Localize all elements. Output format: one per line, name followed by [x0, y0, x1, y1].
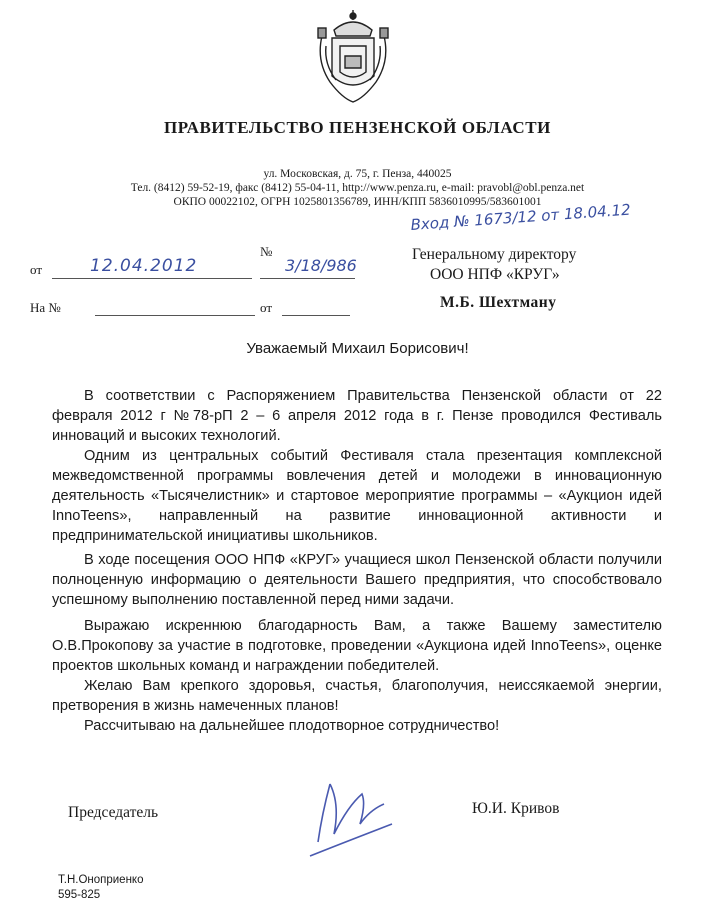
- recipient-position: Генеральному директору: [412, 246, 577, 263]
- signatory-name: Ю.И. Кривов: [472, 800, 560, 817]
- paragraph-visit: В ходе посещения ООО НПФ «КРУГ» учащиеся школ Пензенской области получили полноценную информацию о деятельности Вашего предприятия, что способствовало успешному выполнению поставленной перед ними задачи.: [52, 552, 662, 608]
- handwritten-signature: [300, 764, 400, 864]
- reference-date-line: [282, 315, 350, 316]
- executor-name: Т.Н.Оноприенко: [58, 874, 144, 886]
- date-label: от: [30, 262, 43, 277]
- paragraph-program: Одним из центральных событий Фестиваля стала презентация комплексной межведомственной программы вовлечения детей и молодежи в инновационную деятельность «Тысячелистник» и стартовое мероприятие программы – «Аукцион идей InnoTeens», направленный на развитие инновационной активности и предпринимательской инициативы школьников.: [52, 448, 662, 544]
- organization-contacts: Тел. (8412) 59-52-19, факс (8412) 55-04-11, http://www.penza.ru, e-mail: pravobl@obl.penza.net: [130, 182, 585, 194]
- paragraph-cooperation: Рассчитываю на дальнейшее плодотворное сотрудничество!: [84, 718, 500, 734]
- organization-address: ул. Московская, д. 75, г. Пенза, 440025: [263, 168, 452, 180]
- reference-label: На №: [30, 300, 61, 315]
- reference-line: [95, 315, 255, 316]
- paragraph-wishes: Желаю Вам крепкого здоровья, счастья, благополучия, неиссякаемой энергии, претворения в жизнь намеченных планов!: [52, 678, 662, 714]
- paragraph-gratitude: Выражаю искреннюю благодарность Вам, а также Вашему заместителю О.В.Прокопову за участие в подготовке, проведении «Аукциона идей InnoTeens», оценке проектов школьных команд и награждении победителей.: [52, 618, 662, 674]
- recipient-name: М.Б. Шехтману: [440, 294, 557, 311]
- number-value: 3/18/986: [285, 256, 357, 275]
- executor-phone: 595-825: [58, 889, 101, 901]
- date-value: 12.04.2012: [90, 256, 198, 276]
- organization-title: ПРАВИТЕЛЬСТВО ПЕНЗЕНСКОЙ ОБЛАСТИ: [163, 118, 551, 137]
- date-line: [52, 278, 252, 279]
- incoming-registration-note: Вход № 1673/12 от 18.04.12: [410, 200, 632, 234]
- number-label: №: [260, 244, 273, 259]
- signatory-position: Председатель: [68, 804, 159, 821]
- organization-codes: ОКПО 00022102, ОГРН 1025801356789, ИНН/КПП 5836010995/583601001: [173, 196, 542, 208]
- coat-of-arms-emblem: [312, 6, 394, 106]
- salutation: Уважаемый Михаил Борисович!: [246, 340, 469, 357]
- number-line: [260, 278, 355, 279]
- recipient-company: ООО НПФ «КРУГ»: [430, 266, 560, 283]
- letter-body: [52, 386, 662, 736]
- paragraph-festival: В соответствии с Распоряжением Правительства Пензенской области от 22 февраля 2012 г №78-рП 2 – 6 апреля 2012 года в г. Пензе проводился Фестиваль инноваций и высоких технологий.: [52, 388, 662, 444]
- reference-date-label: от: [260, 300, 273, 315]
